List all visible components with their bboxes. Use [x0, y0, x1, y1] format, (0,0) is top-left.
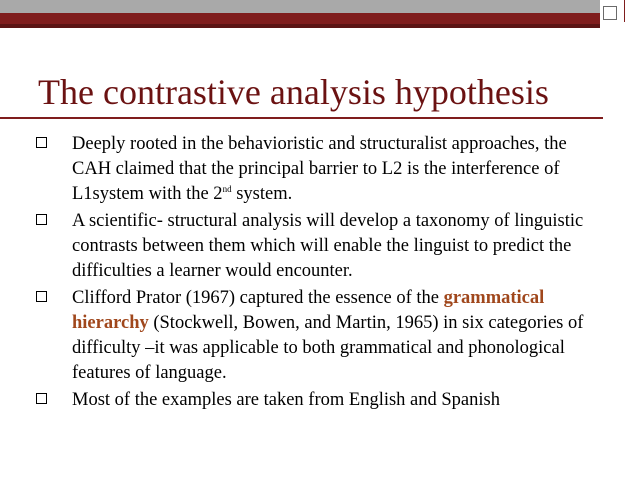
bullet-3-text-post: (Stockwell, Bowen, and Martin, 1965) in six categories of difficulty –it was applicable to both grammatical and phonological features of language.: [72, 313, 584, 383]
bullet-item-3: [30, 286, 605, 386]
bullet-1-superscript: nd: [222, 183, 232, 194]
title-divider: [0, 117, 603, 119]
bullet-3-text-pre: Clifford Prator (1967) captured the essence of the: [72, 288, 444, 308]
header-bar-gray-band: [0, 0, 600, 13]
slide-title: The contrastive analysis hypothesis: [38, 72, 549, 112]
bullet-1-text-post: system.: [231, 184, 293, 204]
header-bar-stripe: [0, 24, 600, 28]
bullet-item-1: [30, 132, 605, 207]
bullet-1-text-pre: Deeply rooted in the behavioristic and structuralist approaches, the CAH claimed that the principal barrier to L2 is the interference of L1system with the 2: [72, 134, 567, 204]
corner-line-decoration: [624, 0, 625, 22]
bullet-item-2: [30, 209, 605, 284]
bullet-2-text: A scientific- structural analysis will develop a taxonomy of linguistic contrasts between them which will enable the linguist to predict the difficulties a learner would encounter.: [72, 211, 584, 281]
bullet-4-text: Most of the examples are taken from English and Spanish: [72, 390, 500, 410]
square-bullet-icon: [36, 137, 47, 148]
corner-square-decoration: [603, 6, 617, 20]
header-bar: [0, 0, 600, 28]
grammatical-hierarchy-highlight: grammatical hierarchy: [72, 288, 545, 333]
square-bullet-icon: [36, 214, 47, 225]
square-bullet-icon: [36, 393, 47, 404]
square-bullet-icon: [36, 291, 47, 302]
bullet-item-4: [30, 388, 605, 413]
bullet-list: [30, 132, 605, 415]
